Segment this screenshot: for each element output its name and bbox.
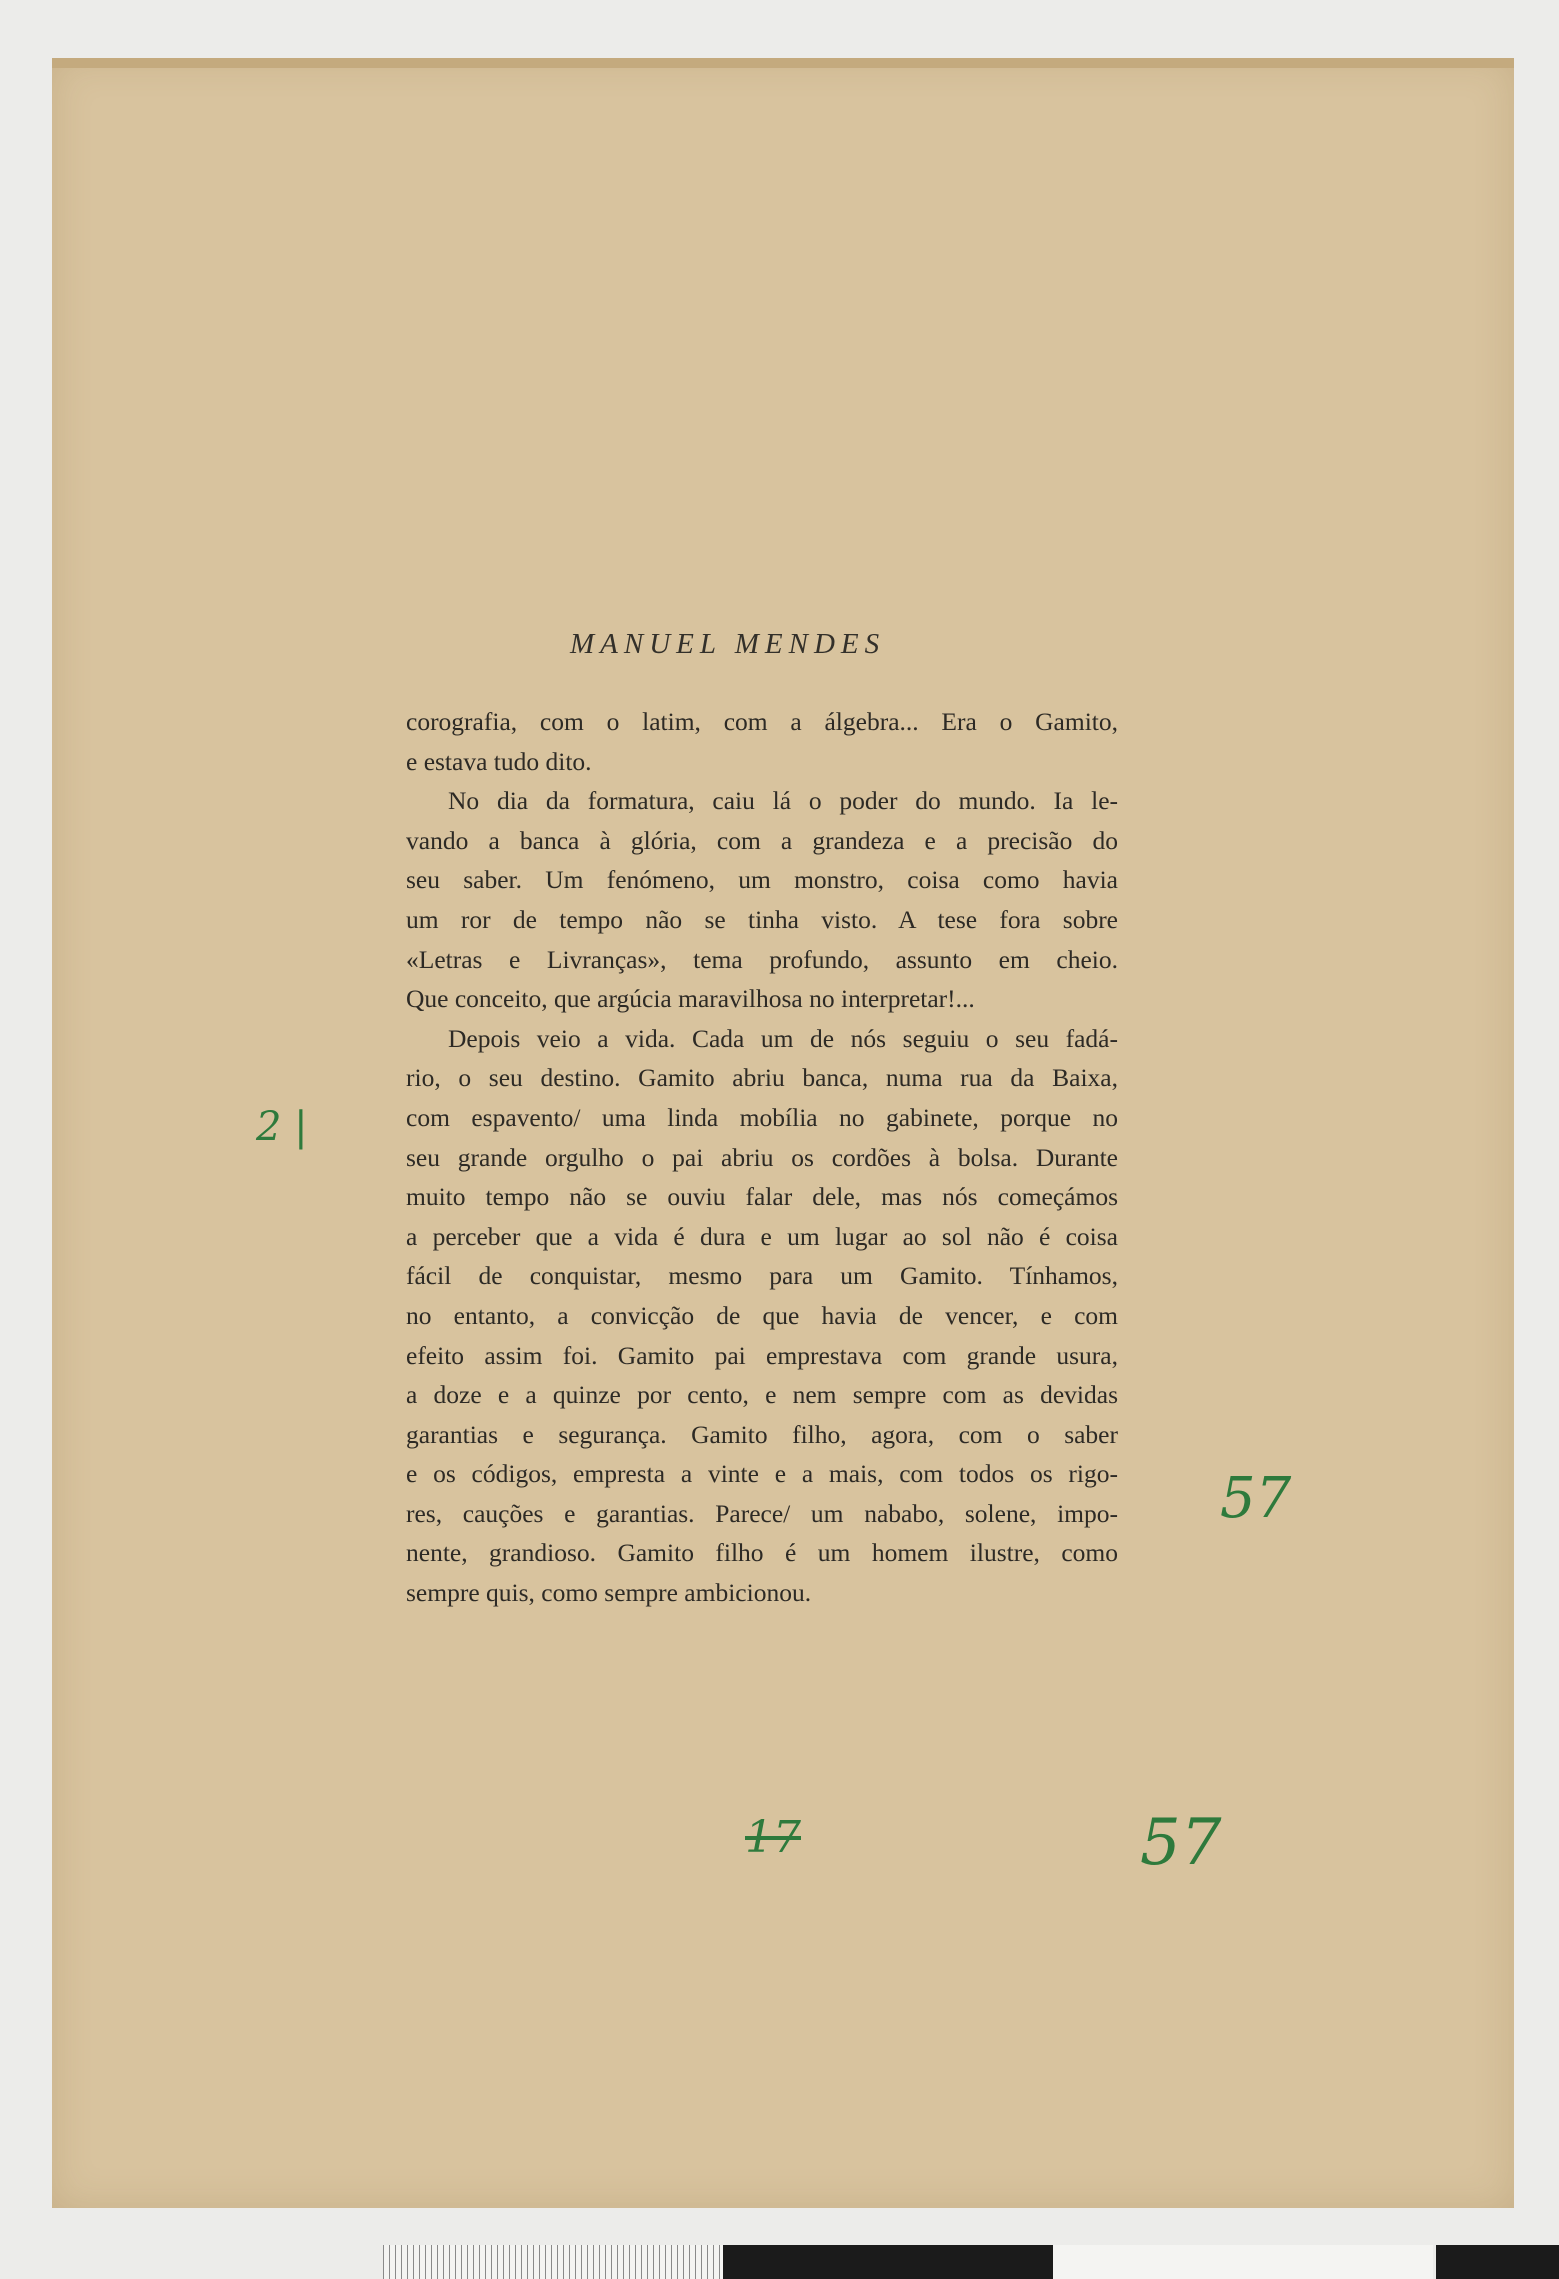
text-line: nente, grandioso. Gamito filho é um homem ilustre, como — [406, 1538, 1118, 1568]
text-line: no entanto, a convicção de que havia de vencer, e com — [406, 1300, 1118, 1330]
paragraph-2 — [406, 781, 1118, 1019]
handwritten-right-margin-note: 57 — [1220, 1466, 1292, 1531]
text-line: No dia da formatura, caiu lá o poder do mundo. Ia le- — [448, 786, 1118, 816]
text-line: vando a banca à glória, com a grandeza e a precisão do — [406, 825, 1118, 855]
paragraph-1 — [406, 702, 1118, 781]
text-line: muito tempo não se ouviu falar dele, mas nós começámos — [406, 1182, 1118, 1212]
text-line: fácil de conquistar, mesmo para um Gamito. Tínhamos, — [406, 1261, 1118, 1291]
text-line: sempre quis, como sempre ambicionou. — [406, 1578, 812, 1608]
text-line: Que conceito, que argúcia maravilhosa no interpretar!... — [406, 984, 975, 1014]
text-line: efeito assim foi. Gamito pai emprestava com grande usura, — [406, 1340, 1118, 1370]
crossed-page-number: 17 — [745, 1812, 801, 1863]
text-line: corografia, com o latim, com a álgebra... Era o Gamito, — [406, 707, 1118, 736]
ruler-black-block — [723, 2245, 1053, 2279]
paper-top-edge — [52, 58, 1514, 68]
text-line: Depois veio a vida. Cada um de nós seguiu o seu fadá- — [448, 1023, 1118, 1053]
ruler-white-block — [1053, 2245, 1433, 2279]
text-line: «Letras e Livranças», tema profundo, assunto em cheio. — [406, 944, 1118, 974]
text-line: com espavento/ uma linda mobília no gabinete, porque no — [406, 1102, 1118, 1132]
text-line: a doze e a quinze por cento, e nem sempre com as devidas — [406, 1380, 1118, 1410]
handwritten-left-margin-note: 2 | — [256, 1104, 308, 1150]
text-line: e estava tudo dito. — [406, 746, 592, 776]
ruler-ticks — [383, 2245, 723, 2279]
text-line: seu grande orgulho o pai abriu os cordões à bolsa. Durante — [406, 1142, 1118, 1172]
text-line: res, cauções e garantias. Parece/ um nababo, solene, impo- — [406, 1498, 1118, 1528]
text-line: rio, o seu destino. Gamito abriu banca, numa rua da Baixa, — [406, 1063, 1118, 1093]
paragraph-3 — [406, 1019, 1118, 1613]
text-line: a perceber que a vida é dura e um lugar ao sol não é coisa — [406, 1221, 1118, 1251]
running-header: MANUEL MENDES — [570, 628, 886, 660]
text-line: seu saber. Um fenómeno, um monstro, coisa como havia — [406, 865, 1118, 895]
scale-ruler — [383, 2245, 1559, 2279]
text-line: um ror de tempo não se tinha visto. A tese fora sobre — [406, 904, 1118, 934]
ruler-black-block-2 — [1436, 2245, 1559, 2279]
text-line: e os códigos, empresta a vinte e a mais, com todos os rigo- — [406, 1459, 1118, 1489]
body-text — [406, 702, 1118, 1613]
text-line: garantias e segurança. Gamito filho, agora, com o saber — [406, 1419, 1118, 1449]
handwritten-page-number: 57 — [1140, 1806, 1222, 1880]
